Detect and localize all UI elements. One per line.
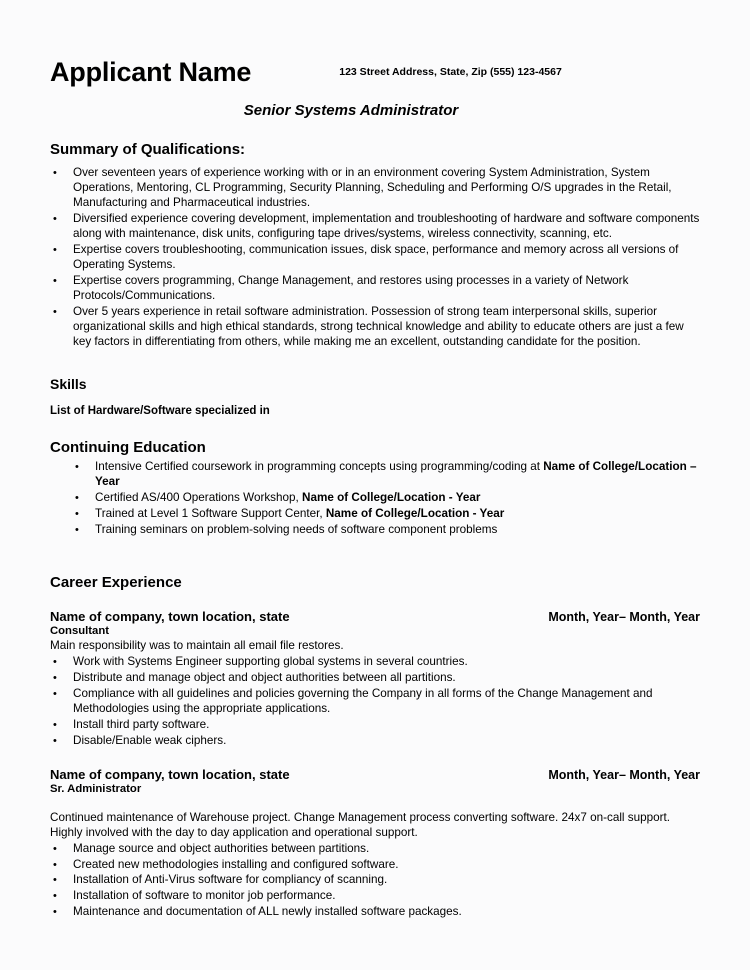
summary-bullet-list [50, 166, 700, 350]
experience-company: Name of company, town location, state [50, 766, 290, 782]
education-bullet-text: Certified AS/400 Operations Workshop, [95, 490, 303, 504]
experience-bullet: • Work with Systems Engineer supporting global systems in several countries. [52, 655, 700, 670]
experience-bullet: • Disable/Enable weak ciphers. [52, 734, 700, 749]
experience-entry-header [50, 609, 700, 624]
experience-summary: Main responsibility was to maintain all email file restores. [50, 638, 344, 652]
skills-body: List of Hardware/Software specialized in [50, 404, 270, 417]
summary-bullet: • Over 5 years experience in retail software administration. Possession of strong team interpersonal skills, superior organizational skills and high ethical standards, strong technical knowledge and ability to educate others are just a few key factors in differentiating from others, while making me an excellent, outstanding candidate for the position. [52, 305, 700, 350]
career-experience-entries [50, 609, 700, 921]
education-bullet-text: Intensive Certified coursework in programming concepts using programming/coding at [95, 459, 544, 473]
experience-bullet: • Manage source and object authorities between partitions. [52, 842, 700, 857]
summary-bullet: • Expertise covers programming, Change Management, and restores using processes in a variety of Network Protocols/Communications. [52, 274, 700, 304]
skills-heading: Skills [50, 375, 87, 392]
education-bullet-emphasis: Name of College/Location - Year [302, 490, 481, 504]
experience-summary: Continued maintenance of Warehouse project. Change Management process converting software. 24x7 on-call support. Highly involved with the day to day application and operational support. [50, 810, 671, 839]
experience-bullet: • Installation of Anti-Virus software for compliancy of scanning. [52, 873, 700, 888]
experience-dates: Month, Year– Month, Year [548, 767, 700, 782]
career-experience-heading: Career Experience [50, 573, 182, 591]
continuing-education-bullet-list [50, 460, 700, 538]
education-bullet-text: Training seminars on problem-solving needs of software component problems [95, 522, 498, 536]
experience-bullet: • Distribute and manage object and object authorities between all partitions. [52, 671, 700, 686]
resume-header [50, 58, 700, 86]
education-bullet-emphasis: Name of College/Location - Year [325, 506, 505, 520]
education-bullet-text: Trained at Level 1 Software Support Center, [95, 506, 326, 520]
summary-bullet: • Expertise covers troubleshooting, communication issues, disk space, performance and memory across all versions of Operating Systems. [52, 243, 700, 273]
experience-bullet: • Maintenance and documentation of ALL newly installed software packages. [52, 905, 700, 920]
experience-bullet: • Compliance with all guidelines and policies governing the Company in all forms of the Change Management and Methodologies using the appropriate applications. [52, 687, 700, 717]
experience-entry-header [50, 767, 700, 782]
experience-job-title: Consultant [50, 624, 109, 637]
education-bullet-emphasis: Name of College/Location – Year [95, 459, 697, 488]
experience-bullet: • Created new methodologies installing and configured software. [52, 858, 700, 873]
continuing-education-heading: Continuing Education [50, 438, 206, 456]
experience-bullet-list [50, 842, 700, 921]
resume-content [50, 58, 700, 921]
applicant-name: Applicant Name [50, 57, 252, 87]
experience-job-title: Sr. Administrator [50, 782, 142, 795]
contact-line: 123 Street Address, State, Zip (555) 123-4567 [339, 66, 562, 78]
continuing-education-bullet [75, 507, 700, 522]
experience-bullet: • Install third party software. [52, 718, 700, 733]
experience-entry [50, 609, 700, 749]
experience-bullet: • Installation of software to monitor job performance. [52, 889, 700, 904]
continuing-education-bullet [75, 460, 700, 490]
summary-bullet: • Diversified experience covering development, implementation and troubleshooting of hardware and software components along with maintenance, disk units, configuring tape drives/systems, wireless connectivity, scanning, etc. [52, 212, 700, 242]
experience-company: Name of company, town location, state [50, 608, 290, 624]
experience-bullet-list [50, 655, 700, 749]
continuing-education-bullet [75, 491, 700, 506]
continuing-education-bullet [75, 523, 700, 538]
experience-entry [50, 767, 700, 921]
summary-heading: Summary of Qualifications: [50, 141, 246, 159]
experience-dates: Month, Year– Month, Year [548, 609, 700, 624]
summary-bullet: • Over seventeen years of experience working with or in an environment covering System Administration, System Operations, Mentoring, CL Programming, Security Planning, Scheduling and Performing O/S upgrades in the Retail, Manufacturing and Pharmaceutical industries. [52, 166, 700, 211]
job-target-title: Senior Systems Administrator [243, 102, 459, 120]
